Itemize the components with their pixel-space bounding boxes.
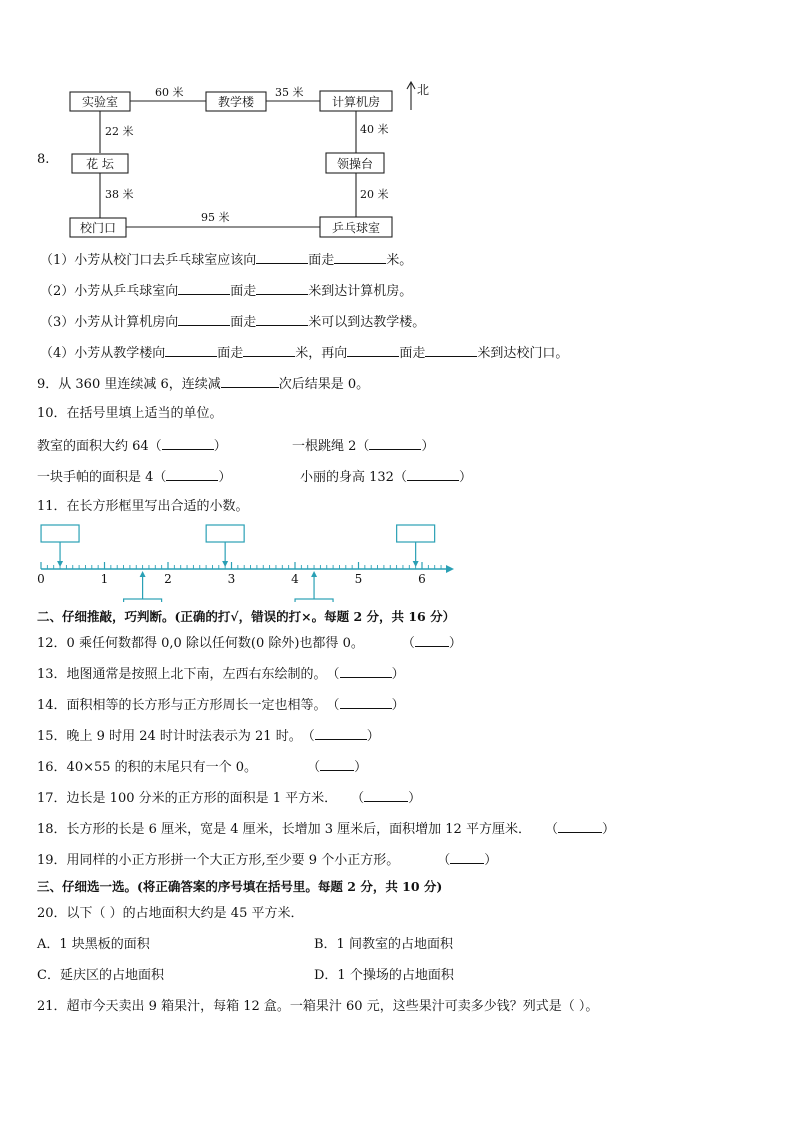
answer-blank[interactable]: [334, 251, 386, 264]
q8-sub-1: （1）小芳从校门口去乒乓球室应该向 面走 米。: [40, 253, 413, 268]
q8-number: 8.: [37, 152, 50, 167]
answer-blank[interactable]: [162, 437, 214, 450]
dist-computer-stage: 40 米: [360, 123, 389, 136]
dist-teach-computer: 35 米: [275, 86, 304, 99]
answer-blank[interactable]: [425, 344, 477, 357]
answer-blank[interactable]: [178, 282, 230, 295]
answer-box-above[interactable]: [41, 525, 79, 542]
q20-option-b[interactable]: B．1 间教室的占地面积: [314, 937, 453, 952]
tick-label: 5: [354, 572, 363, 586]
q20-stem: 20．以下（ ）的占地面积大约是 45 平方米．: [37, 906, 304, 921]
dist-gate-pingpong: 95 米: [201, 211, 230, 224]
marker-arrowhead: [57, 561, 63, 567]
answer-blank[interactable]: [221, 375, 279, 388]
dist-flower-gate: 38 米: [105, 188, 134, 201]
answer-box-above[interactable]: [206, 525, 244, 542]
q10-row2-left: 一块手帕的面积是 4（ ）: [37, 470, 232, 485]
tick-label: 4: [291, 572, 299, 586]
answer-blank[interactable]: [340, 665, 392, 678]
tick-label: 1: [100, 572, 109, 586]
answer-box-below[interactable]: [124, 599, 162, 602]
tick-label: 2: [164, 572, 172, 586]
marker-arrowhead: [140, 571, 146, 577]
label-computer: 计算机房: [331, 95, 381, 109]
label-flower: 花 坛: [86, 157, 114, 171]
q10-row2-right: 小丽的身高 132（ ）: [300, 470, 472, 485]
answer-blank[interactable]: [450, 851, 484, 864]
label-gate: 校门口: [79, 221, 117, 235]
north-label: 北: [417, 83, 430, 97]
q21-stem: 21．超市今天卖出 9 箱果汁，每箱 12 盒。一箱果汁 60 元，这些果汁可卖多少钱？列式是（ ）。: [37, 999, 599, 1014]
tick-label: 6: [418, 572, 426, 586]
answer-blank[interactable]: [364, 789, 408, 802]
judge-item-15: 15．晚上 9 时用 24 时计时法表示为 21 时。（ ）: [37, 729, 380, 744]
answer-blank[interactable]: [347, 344, 399, 357]
label-lab: 实验室: [81, 95, 119, 109]
dist-lab-teach: 60 米: [155, 86, 184, 99]
answer-blank[interactable]: [320, 758, 354, 771]
answer-box-below[interactable]: [295, 599, 333, 602]
judge-item-12: 12．0 乘任何数都得 0,0 除以任何数(0 除外)也都得 0。 （ ）: [37, 636, 462, 651]
judge-item-16: 16．40×55 的积的末尾只有一个 0。 （ ）: [37, 760, 368, 775]
q8-sub-4: （4）小芳从教学楼向 面走 米，再向 面走 米到达校门口。: [40, 346, 569, 361]
q10-title: 10．在括号里填上适当的单位。: [37, 406, 223, 421]
q20-option-a[interactable]: A．1 块黑板的面积: [37, 937, 150, 952]
answer-blank[interactable]: [166, 468, 218, 481]
label-teach: 教学楼: [217, 95, 255, 109]
campus-map-diagram: [0, 75, 794, 315]
section3-title: 三、仔细选一选。(将正确答案的序号填在括号里。每题 2 分，共 10 分): [37, 879, 443, 894]
q9: 9．从 360 里连续减 6，连续减 次后结果是 0。: [37, 377, 370, 392]
dist-lab-flower: 22 米: [105, 125, 134, 138]
q10-row1-left: 教室的面积大约 64（ ）: [37, 439, 227, 454]
answer-blank[interactable]: [165, 344, 217, 357]
answer-blank[interactable]: [315, 727, 367, 740]
tick-label: 3: [227, 572, 236, 586]
label-pingpong: 乒乓球室: [331, 221, 381, 235]
number-line: [0, 522, 794, 602]
q20-option-c[interactable]: C．延庆区的占地面积: [37, 968, 164, 983]
judge-item-19: 19．用同样的小正方形拼一个大正方形,至少要 9 个小正方形。 （ ）: [37, 853, 498, 868]
marker-arrowhead: [222, 561, 228, 567]
judge-item-18: 18．长方形的长是 6 厘米，宽是 4 厘米，长增加 3 厘米后，面积增加 12 平方厘米． （ ）: [37, 822, 615, 837]
answer-box-above[interactable]: [397, 525, 435, 542]
answer-blank[interactable]: [256, 251, 308, 264]
q11-title: 11．在长方形框里写出合适的小数。: [37, 499, 249, 514]
answer-blank[interactable]: [558, 820, 602, 833]
judge-item-17: 17．边长是 100 分米的正方形的面积是 1 平方米． （ ）: [37, 791, 422, 806]
label-stage: 领操台: [336, 157, 374, 171]
answer-blank[interactable]: [369, 437, 421, 450]
marker-arrowhead: [413, 561, 419, 567]
number-line-arrow: [446, 565, 454, 573]
tick-label: 0: [37, 572, 45, 586]
answer-blank[interactable]: [340, 696, 392, 709]
answer-blank[interactable]: [256, 313, 308, 326]
q10-row1-right: 一根跳绳 2（ ）: [292, 439, 435, 454]
q8-sub-3: （3）小芳从计算机房向 面走 米可以到达教学楼。: [40, 315, 426, 330]
judge-item-14: 14．面积相等的长方形与正方形周长一定也相等。（ ）: [37, 698, 405, 713]
section2-title: 二、仔细推敲，巧判断。(正确的打√，错误的打×。每题 2 分，共 16 分）: [37, 609, 456, 624]
answer-blank[interactable]: [407, 468, 459, 481]
answer-blank[interactable]: [256, 282, 308, 295]
q8-sub-2: （2）小芳从乒乓球室向 面走 米到达计算机房。: [40, 284, 413, 299]
marker-arrowhead: [311, 571, 317, 577]
dist-stage-pingpong: 20 米: [360, 188, 389, 201]
answer-blank[interactable]: [178, 313, 230, 326]
q20-option-d[interactable]: D．1 个操场的占地面积: [314, 968, 454, 983]
answer-blank[interactable]: [415, 634, 449, 647]
judge-item-13: 13．地图通常是按照上北下南，左西右东绘制的。（ ）: [37, 667, 405, 682]
answer-blank[interactable]: [243, 344, 295, 357]
